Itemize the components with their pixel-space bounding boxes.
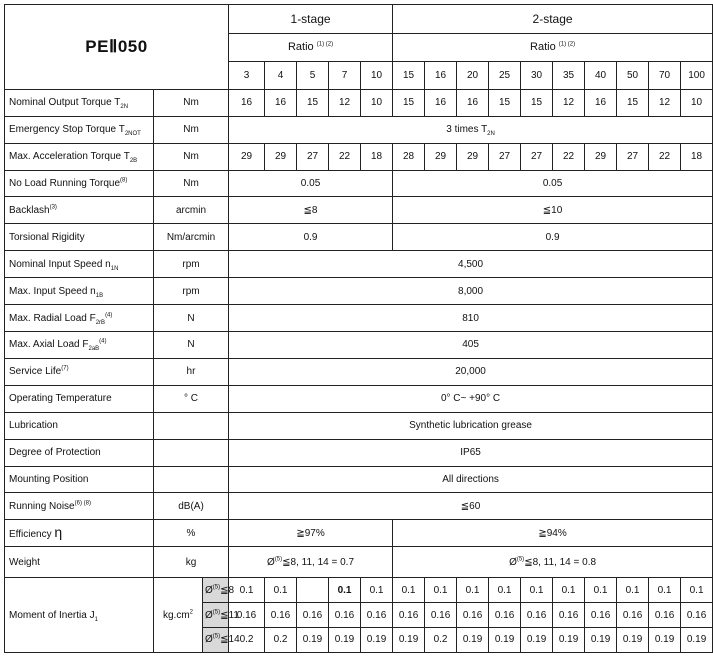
value-cell: 16 [229,89,265,116]
value-cell: 0.16 [617,603,649,628]
value-cell: 15 [617,89,649,116]
value-cell: 0.16 [681,603,713,628]
value-cell: 0.16 [649,603,681,628]
value-cell-stage1: $Ø^{(5)}≦8$, 11, 14 = 0.7 [229,547,393,578]
row-label: Backlash$^{(3)}$ [5,197,154,224]
value-cell: 27 [489,143,521,170]
row-label: Max. Input Speed $n_{1B}$ [5,278,154,305]
value-cell: 0.1 [553,578,585,603]
row-label: Max. Radial Load $F_{2rB}^{(4)}$ [5,305,154,332]
value-cell: 405 [229,332,713,359]
value-cell: 0.16 [553,603,585,628]
value-cell: 0.1 [681,578,713,603]
row-lubrication [5,412,713,439]
value-cell [297,578,329,603]
value-cell: IP65 [229,439,713,466]
ratio-cell: 100 [681,61,713,89]
value-cell: 22 [329,143,361,170]
header-row-stage [5,5,713,34]
value-cell: 27 [521,143,553,170]
value-cell: 0.16 [265,603,297,628]
value-cell: Synthetic lubrication grease [229,412,713,439]
row-unit: Nm [154,143,229,170]
ratio-cell: 10 [361,61,393,89]
value-cell: 0.1 [425,578,457,603]
row-protection [5,439,713,466]
value-cell-stage2: $Ø^{(5)}≦8$, 11, 14 = 0.8 [393,547,713,578]
row-max-axial-load [5,332,713,359]
value-cell: 0.16 [361,603,393,628]
value-cell: 12 [649,89,681,116]
value-cell: 0.1 [521,578,553,603]
value-cell-stage2: 0.05 [393,170,713,197]
value-cell: 0.16 [229,603,265,628]
value-cell-stage1: ≧97% [229,520,393,547]
value-cell-stage1: 0.9 [229,224,393,251]
value-cell: 8,000 [229,278,713,305]
row-unit: rpm [154,278,229,305]
value-cell: 0.16 [521,603,553,628]
ratio-cell: 3 [229,61,265,89]
row-unit: ° C [154,385,229,412]
value-cell: 15 [521,89,553,116]
row-unit [154,412,229,439]
ratio-cell: 7 [329,61,361,89]
value-cell: 10 [361,89,393,116]
value-cell: 0.19 [553,627,585,652]
row-emergency-torque [5,116,713,143]
row-unit: kg [154,547,229,578]
value-cell: 29 [425,143,457,170]
row-service-life [5,358,713,385]
value-cell: 12 [329,89,361,116]
stage-1-label: 1-stage [229,5,393,34]
row-label: Max. Axial Load $F_{2aB}^{(4)}$ [5,332,154,359]
value-cell: 0.19 [521,627,553,652]
value-cell: 16 [425,89,457,116]
value-cell: 16 [585,89,617,116]
row-unit: Nm [154,89,229,116]
ratio-cell: 35 [553,61,585,89]
row-unit [154,466,229,493]
value-cell: 0.19 [585,627,617,652]
stage-2-label: 2-stage [393,5,713,34]
row-label: Emergency Stop Torque $T_{2NOT}$ [5,116,154,143]
value-cell: 0.19 [489,627,521,652]
ratio-cell: 16 [425,61,457,89]
row-nominal-torque [5,89,713,116]
value-cell: 0.2 [229,627,265,652]
value-cell-stage2: ≦10 [393,197,713,224]
value-cell: 0.19 [649,627,681,652]
row-label: Mounting Position [5,466,154,493]
value-cell: 18 [681,143,713,170]
row-unit: N [154,332,229,359]
value-cell: 0.1 [649,578,681,603]
row-torsional-rigidity [5,224,713,251]
value-cell: 16 [265,89,297,116]
row-unit: % [154,520,229,547]
row-label: Moment of Inertia $J_1$ [5,578,154,653]
row-backlash [5,197,713,224]
ratio-cell: 4 [265,61,297,89]
value-cell: 0.1 [229,578,265,603]
value-cell: 22 [553,143,585,170]
value-cell: 0.16 [425,603,457,628]
row-label: Operating Temperature [5,385,154,412]
row-max-radial-load [5,305,713,332]
row-label: Degree of Protection [5,439,154,466]
value-cell: 29 [585,143,617,170]
value-cell: 0.16 [489,603,521,628]
ratio-cell: 15 [393,61,425,89]
value-cell: 16 [457,89,489,116]
ratio-cell: 40 [585,61,617,89]
value-cell: 27 [617,143,649,170]
row-label: Running Noise$^{(6) (8)}$ [5,493,154,520]
row-unit: Nm/arcmin [154,224,229,251]
value-cell: 15 [297,89,329,116]
row-unit: hr [154,358,229,385]
row-operating-temperature [5,385,713,412]
row-unit: arcmin [154,197,229,224]
eta-symbol: η [54,523,63,540]
row-label: Service Life$^{(7)}$ [5,358,154,385]
value-cell: 18 [361,143,393,170]
row-label: Max. Acceleration Torque $T_{2B}$ [5,143,154,170]
value-cell: 0.1 [617,578,649,603]
value-cell: 0.1 [457,578,489,603]
shaft-diameter-label: $Ø^{(5)}≦14$ [203,627,229,652]
row-no-load-torque [5,170,713,197]
value-cell: 3 times $T_{2N}$ [229,116,713,143]
row-unit: Nm [154,170,229,197]
value-cell-stage2: 0.9 [393,224,713,251]
row-unit: rpm [154,251,229,278]
value-cell: All directions [229,466,713,493]
row-weight [5,547,713,578]
value-cell: 0.19 [617,627,649,652]
value-cell: 0.16 [585,603,617,628]
value-cell: 0.1 [489,578,521,603]
value-cell-stage2: ≧94% [393,520,713,547]
row-unit: dB(A) [154,493,229,520]
row-label: Nominal Input Speed $n_{1N}$ [5,251,154,278]
value-cell: 4,500 [229,251,713,278]
row-unit: N [154,305,229,332]
value-cell: 0.2 [265,627,297,652]
shaft-diameter-label: $Ø^{(5)}≦11$ [203,603,229,628]
value-cell: 0.19 [297,627,329,652]
row-unit [154,439,229,466]
row-label: Nominal Output Torque $T_{2N}$ [5,89,154,116]
spec-table [4,4,713,653]
row-label: Weight [5,547,154,578]
row-label: Efficiency η [5,520,154,547]
value-cell: 0.19 [457,627,489,652]
row-label: Torsional Rigidity [5,224,154,251]
value-cell: 29 [229,143,265,170]
value-cell: 0.19 [393,627,425,652]
value-cell: 15 [393,89,425,116]
value-cell: 20,000 [229,358,713,385]
value-cell: 22 [649,143,681,170]
ratio-label-2: Ratio $^{(1) (2)}$ [393,33,713,61]
model-name: PEⅡ050 [5,5,229,90]
ratio-cell: 20 [457,61,489,89]
ratio-cell: 30 [521,61,553,89]
value-cell-stage1: ≦8 [229,197,393,224]
value-cell: 28 [393,143,425,170]
value-cell: 0.1 [361,578,393,603]
ratio-label-1: Ratio $^{(1) (2)}$ [229,33,393,61]
row-nominal-input-speed [5,251,713,278]
value-cell: 0.16 [457,603,489,628]
row-unit: Nm [154,116,229,143]
value-cell: ≦60 [229,493,713,520]
value-cell: 0.1 [585,578,617,603]
row-max-input-speed [5,278,713,305]
ratio-cell: 70 [649,61,681,89]
value-cell: 0.1 [329,578,361,603]
value-cell-stage1: 0.05 [229,170,393,197]
row-unit: $kg.cm^2$ [154,578,203,653]
row-efficiency [5,520,713,547]
value-cell: 12 [553,89,585,116]
value-cell: 0.19 [329,627,361,652]
value-cell: 29 [265,143,297,170]
shaft-diameter-label: $Ø^{(5)}≦8$ [203,578,229,603]
value-cell: 27 [297,143,329,170]
row-mounting [5,466,713,493]
ratio-cell: 25 [489,61,521,89]
row-label: No Load Running Torque$^{(8)}$ [5,170,154,197]
value-cell: 10 [681,89,713,116]
value-cell: 0.1 [393,578,425,603]
value-cell: 0.2 [425,627,457,652]
value-cell: 0.19 [681,627,713,652]
value-cell: 0.16 [329,603,361,628]
value-cell: 810 [229,305,713,332]
ratio-cell: 5 [297,61,329,89]
value-cell: 15 [489,89,521,116]
value-cell: 0.19 [361,627,393,652]
value-cell: 0.16 [393,603,425,628]
value-cell: 0.1 [265,578,297,603]
value-cell: 0° C~ +90° C [229,385,713,412]
value-cell: 29 [457,143,489,170]
row-max-accel-torque [5,143,713,170]
value-cell: 0.16 [297,603,329,628]
row-label: Lubrication [5,412,154,439]
ratio-cell: 50 [617,61,649,89]
row-noise [5,493,713,520]
row-inertia-1 [5,578,713,603]
